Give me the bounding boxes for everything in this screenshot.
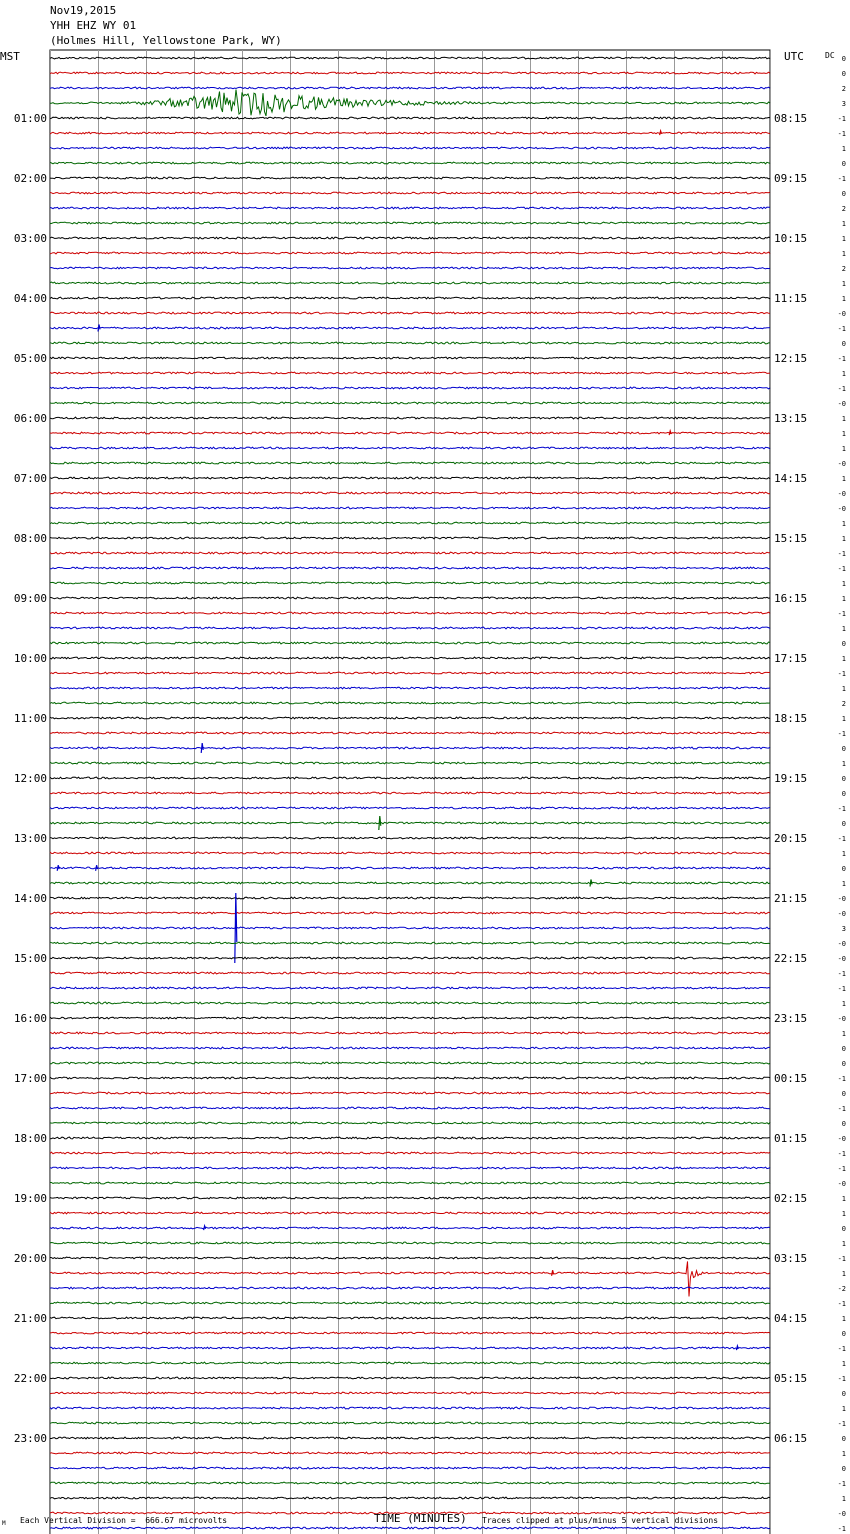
trace-57 — [50, 912, 770, 914]
mst-hour-label: 03:00 — [13, 232, 47, 245]
mst-hour-label: 05:00 — [13, 352, 47, 365]
mst-hour-label: 13:00 — [13, 832, 47, 845]
dc-offset-label: -1 — [837, 1075, 846, 1083]
mst-hour-label: 01:00 — [13, 112, 47, 125]
dc-offset-label: 1 — [841, 535, 846, 543]
dc-offset-label: -1 — [837, 550, 846, 558]
trace-87 — [50, 1362, 770, 1364]
dc-offset-label: -1 — [837, 985, 846, 993]
trace-40 — [50, 657, 770, 659]
dc-offset-label: -1 — [837, 1480, 846, 1488]
trace-91 — [50, 1422, 770, 1424]
trace-24 — [50, 417, 770, 419]
mst-hour-label: 18:00 — [13, 1132, 47, 1145]
dc-offset-label: -1 — [837, 385, 846, 393]
dc-offset-label: -0 — [837, 400, 846, 408]
dc-offset-label: 1 — [841, 1000, 846, 1008]
dc-offset-label: 1 — [841, 880, 846, 888]
trace-54-event-0 — [57, 865, 59, 871]
dc-offset-label: 1 — [841, 625, 846, 633]
utc-hour-label: 06:15 — [774, 1432, 808, 1445]
dc-offset-label: 0 — [841, 1330, 846, 1338]
trace-61 — [50, 972, 770, 974]
mst-hour-label: 08:00 — [13, 532, 47, 545]
dc-offset-label: 0 — [841, 745, 846, 753]
trace-55-event-0 — [590, 880, 592, 887]
station-code: YHH EHZ WY 01 — [50, 19, 137, 32]
right-timezone-label: UTC — [784, 50, 804, 63]
trace-6 — [50, 147, 770, 149]
trace-80 — [50, 1257, 770, 1259]
dc-offset-label: 1 — [841, 250, 846, 258]
dc-offset-label: 0 — [841, 70, 846, 78]
dc-offset-label: 1 — [841, 685, 846, 693]
utc-hour-label: 02:15 — [774, 1192, 808, 1205]
trace-28 — [50, 477, 770, 479]
mst-hour-label: 06:00 — [13, 412, 47, 425]
trace-27 — [50, 462, 770, 464]
dc-offset-label: -1 — [837, 355, 846, 363]
dc-offset-label: 1 — [841, 1360, 846, 1368]
trace-49 — [50, 792, 770, 794]
trace-10 — [50, 207, 770, 209]
trace-62 — [50, 987, 770, 989]
trace-38 — [50, 627, 770, 629]
dc-offset-label: -1 — [837, 1420, 846, 1428]
dc-offset-label: 0 — [841, 1435, 846, 1443]
trace-78-event-0 — [204, 1226, 206, 1230]
dc-offset-label: 2 — [841, 205, 846, 213]
trace-58-event-0 — [235, 893, 237, 963]
utc-hour-label: 19:15 — [774, 772, 808, 785]
trace-94 — [50, 1467, 770, 1469]
trace-83 — [50, 1302, 770, 1304]
dc-offset-label: -1 — [837, 1300, 846, 1308]
dc-offset-label: -1 — [837, 1525, 846, 1533]
utc-hour-label: 20:15 — [774, 832, 808, 845]
dc-offset-label: -0 — [837, 310, 846, 318]
trace-46-event-0 — [201, 743, 203, 753]
dc-offset-label: 1 — [841, 1195, 846, 1203]
mst-hour-label: 23:00 — [13, 1432, 47, 1445]
trace-15 — [50, 282, 770, 284]
trace-75 — [50, 1182, 770, 1184]
trace-70 — [50, 1107, 770, 1109]
trace-69 — [50, 1092, 770, 1094]
x-axis-label: TIME (MINUTES) — [374, 1512, 467, 1525]
trace-93 — [50, 1452, 770, 1454]
mst-hour-label: 17:00 — [13, 1072, 47, 1085]
plot-date: Nov19,2015 — [50, 4, 117, 17]
trace-72 — [50, 1137, 770, 1139]
dc-offset-label: -1 — [837, 325, 846, 333]
trace-13 — [50, 252, 770, 254]
dc-offset-label: -0 — [837, 1510, 846, 1518]
trace-39 — [50, 642, 770, 644]
trace-51 — [50, 822, 770, 824]
dc-offset-label: -1 — [837, 610, 846, 618]
trace-76 — [50, 1197, 770, 1199]
trace-19 — [50, 342, 770, 344]
dc-offset-label: 1 — [841, 430, 846, 438]
trace-71 — [50, 1122, 770, 1124]
trace-8 — [50, 177, 770, 179]
trace-58 — [50, 927, 770, 929]
dc-offset-label: -1 — [837, 730, 846, 738]
trace-48 — [50, 777, 770, 779]
trace-50 — [50, 807, 770, 809]
dc-offset-label: 1 — [841, 220, 846, 228]
dc-offset-label: 3 — [841, 925, 846, 933]
utc-hour-label: 04:15 — [774, 1312, 808, 1325]
trace-88 — [50, 1377, 770, 1379]
dc-offset-label: 1 — [841, 715, 846, 723]
trace-31 — [50, 522, 770, 524]
corner-mark: M — [2, 1520, 6, 1527]
trace-4 — [50, 117, 770, 119]
trace-0 — [50, 57, 770, 59]
mst-hour-label: 04:00 — [13, 292, 47, 305]
dc-offset-label: -1 — [837, 175, 846, 183]
trace-54 — [50, 867, 770, 869]
dc-offset-label: 1 — [841, 475, 846, 483]
dc-offset-label: 3 — [841, 100, 846, 108]
trace-67 — [50, 1062, 770, 1064]
utc-hour-label: 01:15 — [774, 1132, 808, 1145]
trace-86-event-0 — [736, 1346, 738, 1350]
trace-63 — [50, 1002, 770, 1004]
trace-89 — [50, 1392, 770, 1394]
dc-offset-label: 1 — [841, 1315, 846, 1323]
mst-hour-label: 15:00 — [13, 952, 47, 965]
dc-offset-label: -1 — [837, 1150, 846, 1158]
trace-98 — [50, 1527, 770, 1529]
mst-hour-label: 10:00 — [13, 652, 47, 665]
trace-59 — [50, 942, 770, 944]
trace-54-event-1 — [96, 865, 98, 871]
trace-65 — [50, 1032, 770, 1034]
trace-25-event-0 — [669, 431, 671, 435]
dc-offset-label: 0 — [841, 1045, 846, 1053]
mst-hour-label: 14:00 — [13, 892, 47, 905]
dc-offset-label: -1 — [837, 970, 846, 978]
trace-12 — [50, 237, 770, 239]
utc-hour-label: 10:15 — [774, 232, 808, 245]
trace-55 — [50, 882, 770, 884]
utc-hour-label: 05:15 — [774, 1372, 808, 1385]
dc-offset-label: 0 — [841, 1090, 846, 1098]
trace-17 — [50, 312, 770, 314]
trace-60 — [50, 957, 770, 959]
trace-43 — [50, 702, 770, 704]
trace-21 — [50, 372, 770, 374]
dc-offset-label: 0 — [841, 820, 846, 828]
dc-offset-label: 0 — [841, 160, 846, 168]
trace-30 — [50, 507, 770, 509]
trace-35 — [50, 582, 770, 584]
trace-5-event-0 — [660, 131, 662, 135]
dc-offset-label: 2 — [841, 700, 846, 708]
dc-offset-label: -1 — [837, 115, 846, 123]
mst-hour-label: 09:00 — [13, 592, 47, 605]
mst-hour-label: 07:00 — [13, 472, 47, 485]
dc-offset-label: 0 — [841, 1120, 846, 1128]
utc-hour-label: 03:15 — [774, 1252, 808, 1265]
trace-92 — [50, 1437, 770, 1439]
trace-82 — [50, 1287, 770, 1289]
trace-16 — [50, 297, 770, 299]
dc-offset-label: 1 — [841, 445, 846, 453]
dc-offset-label: -0 — [837, 955, 846, 963]
station-location: (Holmes Hill, Yellowstone Park, WY) — [50, 34, 282, 47]
trace-47 — [50, 762, 770, 764]
dc-offset-label: 1 — [841, 415, 846, 423]
dc-offset-label: 1 — [841, 295, 846, 303]
trace-96 — [50, 1497, 770, 1499]
dc-offset-label: -1 — [837, 565, 846, 573]
trace-56 — [50, 897, 770, 899]
dc-offset-label: -1 — [837, 805, 846, 813]
utc-hour-label: 09:15 — [774, 172, 808, 185]
utc-hour-label: 21:15 — [774, 892, 808, 905]
trace-29 — [50, 492, 770, 494]
mst-hour-label: 20:00 — [13, 1252, 47, 1265]
dc-offset-label: 1 — [841, 1495, 846, 1503]
trace-77 — [50, 1212, 770, 1214]
dc-offset-label: 1 — [841, 1270, 846, 1278]
dc-offset-label: 1 — [841, 520, 846, 528]
trace-81 — [50, 1261, 770, 1296]
dc-offset-label: -1 — [837, 1375, 846, 1383]
dc-offset-label: -0 — [837, 505, 846, 513]
dc-offset-label: 1 — [841, 595, 846, 603]
utc-hour-label: 23:15 — [774, 1012, 808, 1025]
trace-36 — [50, 597, 770, 599]
utc-hour-label: 17:15 — [774, 652, 808, 665]
dc-offset-label: -1 — [837, 1165, 846, 1173]
dc-offset-label: 0 — [841, 1465, 846, 1473]
mst-hour-label: 21:00 — [13, 1312, 47, 1325]
trace-7 — [50, 162, 770, 164]
utc-hour-label: 18:15 — [774, 712, 808, 725]
utc-hour-label: 11:15 — [774, 292, 808, 305]
dc-offset-label: 0 — [841, 775, 846, 783]
dc-offset-label: 1 — [841, 1240, 846, 1248]
dc-offset-label: 2 — [841, 265, 846, 273]
utc-hour-label: 12:15 — [774, 352, 808, 365]
trace-1 — [50, 72, 770, 74]
utc-hour-label: 15:15 — [774, 532, 808, 545]
dc-offset-label: 0 — [841, 1390, 846, 1398]
dc-offset-label: 1 — [841, 1405, 846, 1413]
dc-offset-label: 0 — [841, 340, 846, 348]
trace-20 — [50, 357, 770, 359]
utc-hour-label: 16:15 — [774, 592, 808, 605]
trace-26 — [50, 447, 770, 449]
dc-offset-label: 0 — [841, 190, 846, 198]
trace-52 — [50, 837, 770, 839]
trace-68 — [50, 1077, 770, 1079]
trace-18 — [50, 327, 770, 329]
trace-37 — [50, 612, 770, 614]
trace-23 — [50, 402, 770, 404]
utc-hour-label: 08:15 — [774, 112, 808, 125]
dc-offset-label: -1 — [837, 835, 846, 843]
trace-73 — [50, 1152, 770, 1154]
vertical-division-note: Each Vertical Division = 666.67 microvolts — [20, 1516, 228, 1525]
trace-78 — [50, 1227, 770, 1229]
trace-14 — [50, 267, 770, 269]
left-timezone-label: MST — [0, 50, 20, 63]
trace-34 — [50, 567, 770, 569]
dc-offset-label: 0 — [841, 790, 846, 798]
trace-42 — [50, 687, 770, 689]
trace-32 — [50, 537, 770, 539]
trace-2 — [50, 87, 770, 89]
trace-74 — [50, 1167, 770, 1169]
trace-95 — [50, 1482, 770, 1484]
dc-offset-label: 0 — [841, 1225, 846, 1233]
dc-offset-label: -1 — [837, 1105, 846, 1113]
trace-46 — [50, 747, 770, 749]
trace-53 — [50, 852, 770, 854]
dc-offset-label: -0 — [837, 895, 846, 903]
dc-offset-label: 1 — [841, 1210, 846, 1218]
dc-offset-label: 0 — [841, 640, 846, 648]
utc-hour-label: 14:15 — [774, 472, 808, 485]
trace-33 — [50, 552, 770, 554]
dc-offset-label: 2 — [841, 85, 846, 93]
dc-offset-label: 1 — [841, 760, 846, 768]
dc-offset-label: 1 — [841, 280, 846, 288]
dc-offset-label: -0 — [837, 1135, 846, 1143]
trace-84 — [50, 1317, 770, 1319]
clip-note: Traces clipped at plus/minus 5 vertical divisions — [482, 1516, 719, 1525]
dc-offset-label: -1 — [837, 1255, 846, 1263]
trace-79 — [50, 1242, 770, 1244]
dc-offset-label: 1 — [841, 1030, 846, 1038]
dc-offset-label: 1 — [841, 580, 846, 588]
utc-hour-label: 13:15 — [774, 412, 808, 425]
trace-11 — [50, 222, 770, 224]
utc-hour-label: 00:15 — [774, 1072, 808, 1085]
utc-hour-label: 22:15 — [774, 952, 808, 965]
trace-85 — [50, 1332, 770, 1334]
trace-86 — [50, 1347, 770, 1349]
dc-offset-label: 1 — [841, 370, 846, 378]
dc-offset-label: 1 — [841, 145, 846, 153]
mst-hour-label: 22:00 — [13, 1372, 47, 1385]
trace-45 — [50, 732, 770, 734]
dc-offset-header: DC — [825, 51, 835, 60]
trace-51-event-0 — [379, 816, 381, 830]
dc-offset-label: -0 — [837, 940, 846, 948]
mst-hour-label: 19:00 — [13, 1192, 47, 1205]
dc-offset-label: -0 — [837, 490, 846, 498]
dc-offset-label: 0 — [841, 55, 846, 63]
dc-offset-label: 1 — [841, 235, 846, 243]
mst-hour-label: 02:00 — [13, 172, 47, 185]
dc-offset-label: 0 — [841, 1060, 846, 1068]
trace-64 — [50, 1017, 770, 1019]
dc-offset-label: -1 — [837, 130, 846, 138]
trace-22 — [50, 387, 770, 389]
trace-81-event-0 — [552, 1270, 554, 1276]
dc-offset-label: 1 — [841, 1450, 846, 1458]
dc-offset-label: -0 — [837, 1015, 846, 1023]
trace-3 — [50, 90, 770, 117]
mst-hour-label: 11:00 — [13, 712, 47, 725]
dc-offset-label: -0 — [837, 910, 846, 918]
trace-90 — [50, 1407, 770, 1409]
dc-offset-label: -1 — [837, 670, 846, 678]
dc-offset-label: 1 — [841, 655, 846, 663]
trace-25 — [50, 432, 770, 434]
dc-offset-label: -0 — [837, 460, 846, 468]
dc-offset-label: 1 — [841, 850, 846, 858]
mst-hour-label: 12:00 — [13, 772, 47, 785]
dc-offset-label: -0 — [837, 1180, 846, 1188]
dc-offset-label: -2 — [837, 1285, 846, 1293]
dc-offset-label: 0 — [841, 865, 846, 873]
mst-hour-label: 16:00 — [13, 1012, 47, 1025]
trace-44 — [50, 717, 770, 719]
trace-41 — [50, 672, 770, 674]
dc-offset-label: -1 — [837, 1345, 846, 1353]
trace-9 — [50, 192, 770, 194]
trace-66 — [50, 1047, 770, 1049]
